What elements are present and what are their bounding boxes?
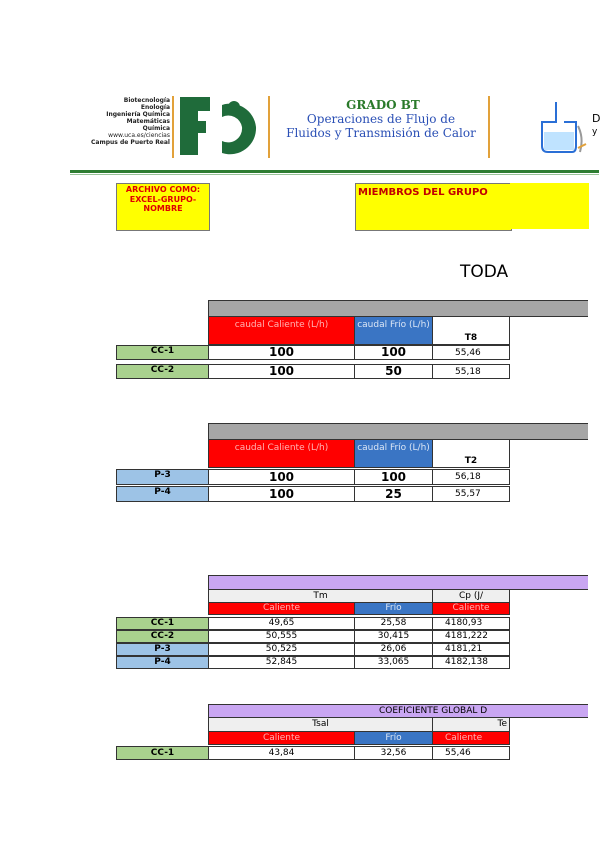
divider: [488, 96, 490, 158]
cell-tm-cold: 25,58: [354, 617, 433, 630]
inst-line: www.uca.es/ciencias: [108, 132, 170, 139]
cell-tm-hot: 52,845: [208, 656, 355, 669]
archivo-text: ARCHIVO COMO: EXCEL-GRUPO-NOMBRE: [125, 185, 201, 213]
divider: [268, 96, 270, 158]
sub-header-hot2: Caliente: [432, 731, 510, 745]
group-header-tm: Tm: [208, 589, 433, 603]
sub-header-cold: Frío: [354, 731, 433, 745]
cell-tm-hot: 50,555: [208, 630, 355, 643]
grado-subtitle: Operaciones de Flujo de Fluidos y Transmisión de Calor: [286, 112, 476, 140]
cell-hot[interactable]: 100: [208, 469, 355, 485]
sub-header-hot: Caliente: [208, 602, 355, 615]
col-header-temp: T8: [432, 316, 510, 345]
cell-te-hot: 55,46: [432, 746, 510, 760]
cell-tsal-cold: 32,56: [354, 746, 433, 760]
flask-icon: [520, 98, 590, 158]
inst-line: Biotecnología: [123, 97, 170, 104]
row-label: CC-2: [116, 364, 209, 379]
row-label: P-4: [116, 486, 209, 502]
faculty-logo: [178, 95, 264, 159]
inst-line: Ingeniería Química: [106, 111, 170, 118]
cell-tm-hot: 49,65: [208, 617, 355, 630]
group-header-te: Te: [432, 717, 510, 732]
header-rule: [70, 170, 599, 173]
row-label: P-4: [116, 656, 209, 669]
row-label: CC-1: [116, 617, 209, 630]
cell-tm-cold: 33,065: [354, 656, 433, 669]
cell-cold[interactable]: 100: [354, 469, 433, 485]
col-header-temp: T2: [432, 439, 510, 468]
header-rule: [70, 174, 599, 175]
cell-cold[interactable]: 25: [354, 486, 433, 502]
cell-tm-hot: 50,525: [208, 643, 355, 656]
archivo-note: [116, 183, 210, 231]
inst-line: Química: [142, 125, 170, 132]
cell-temp: 55,57: [432, 486, 510, 502]
right-letter: y: [592, 127, 598, 137]
cell-cp: 4181,222: [432, 630, 510, 643]
group-header-tsal: Tsal: [208, 717, 433, 732]
cell-temp: 56,18: [432, 469, 510, 485]
row-label: CC-1: [116, 345, 209, 360]
col-header-hot: caudal Caliente (L/h): [208, 316, 355, 345]
cell-cp: 4180,93: [432, 617, 510, 630]
cell-cold[interactable]: 100: [354, 345, 433, 360]
inst-line: Enología: [140, 104, 170, 111]
miembros-box[interactable]: [355, 183, 512, 231]
row-label: CC-1: [116, 746, 209, 760]
institution-list: [62, 97, 170, 146]
row-label: P-3: [116, 469, 209, 485]
table-header-bar: [208, 575, 588, 590]
cell-tsal-hot: 43,84: [208, 746, 355, 760]
cell-hot[interactable]: 100: [208, 345, 355, 360]
col-header-cold: caudal Frío (L/h): [354, 439, 433, 468]
row-label: P-3: [116, 643, 209, 656]
cell-hot[interactable]: 100: [208, 486, 355, 502]
inst-line: Campus de Puerto Real: [91, 139, 170, 146]
sub-header-hot2: Caliente: [432, 602, 510, 615]
inst-line: Matemáticas: [126, 118, 170, 125]
cell-temp: 55,46: [432, 345, 510, 360]
cell-hot[interactable]: 100: [208, 364, 355, 379]
table-header-bar: [208, 300, 588, 317]
col-header-hot: caudal Caliente (L/h): [208, 439, 355, 468]
table-title: COEFICIENTE GLOBAL D: [208, 704, 588, 718]
cell-tm-cold: 30,415: [354, 630, 433, 643]
section-title: TODA: [460, 262, 509, 282]
cell-temp: 55,18: [432, 364, 510, 379]
table-header-bar: [208, 423, 588, 440]
divider: [172, 96, 174, 158]
miembros-label: MIEMBROS DEL GRUPO: [358, 187, 488, 198]
sub-header-hot: Caliente: [208, 731, 355, 745]
col-header-cold: caudal Frío (L/h): [354, 316, 433, 345]
grado-title: GRADO BT: [346, 98, 420, 112]
cell-cp: 4182,138: [432, 656, 510, 669]
sub-header-cold: Frío: [354, 602, 433, 615]
group-header-cp: Cp (J/: [432, 589, 510, 603]
row-label: CC-2: [116, 630, 209, 643]
miembros-extension: [510, 183, 589, 229]
right-letter: D: [592, 112, 600, 125]
cell-cp: 4181,21: [432, 643, 510, 656]
cell-cold[interactable]: 50: [354, 364, 433, 379]
cell-tm-cold: 26,06: [354, 643, 433, 656]
